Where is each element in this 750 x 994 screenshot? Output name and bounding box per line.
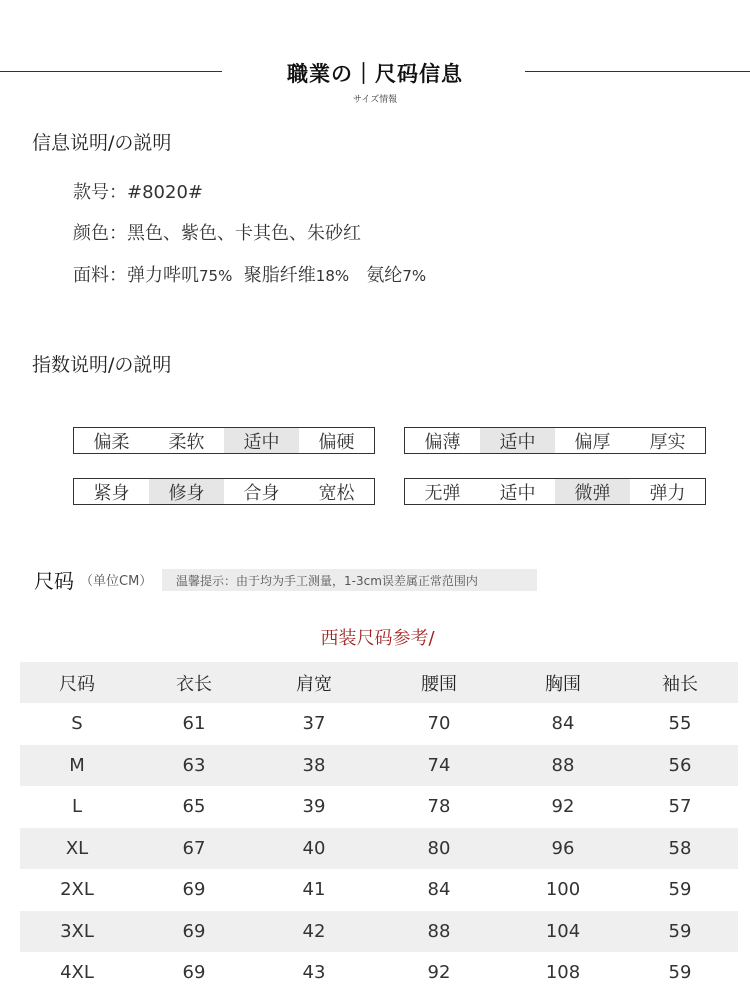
table-cell: 80 — [427, 837, 451, 859]
table-cell: 92 — [427, 962, 451, 984]
table-cell: 69 — [182, 879, 206, 901]
table-cell: 65 — [182, 796, 206, 818]
fit-scale — [73, 478, 375, 505]
table-cell: 84 — [427, 879, 451, 901]
index-option: 适中 — [480, 428, 555, 453]
table-row — [20, 869, 738, 911]
table-row — [20, 703, 738, 745]
table-row — [20, 786, 738, 828]
index-option: 偏薄 — [424, 431, 461, 453]
index-option: 柔软 — [168, 431, 205, 453]
table-cell: 43 — [302, 962, 326, 984]
page-subtitle: サイズ情報 — [352, 95, 398, 105]
table-cell: 59 — [668, 920, 692, 942]
table-cell: 3XL — [60, 920, 94, 942]
table-cell: 100 — [545, 879, 581, 901]
table-cell: XL — [65, 837, 89, 859]
table-cell: 88 — [427, 920, 451, 942]
index-option: 弹力 — [649, 482, 686, 504]
table-cell: 40 — [302, 837, 326, 859]
table-cell: 108 — [545, 962, 581, 984]
table-cell: 42 — [302, 920, 326, 942]
fabric-pct-1: 75% — [199, 267, 233, 285]
index-option: 修身 — [149, 479, 224, 504]
table-cell: 41 — [302, 879, 326, 901]
table-cell: 59 — [668, 879, 692, 901]
measurement-tip: 温馨提示：由于均为手工测量，1-3cm误差属正常范围内 — [162, 569, 537, 591]
size-table — [20, 662, 738, 994]
fabric-pct-2: 18% — [315, 267, 350, 285]
index-option: 微弹 — [555, 479, 630, 504]
index-option: 偏柔 — [93, 431, 130, 453]
info-heading: 信息说明/の説明 — [32, 132, 172, 154]
table-cell: 37 — [302, 713, 326, 735]
colors-line: 颜色：黑色、紫色、卡其色、朱砂红 — [73, 223, 361, 244]
table-row — [20, 745, 738, 787]
table-cell: S — [71, 713, 83, 735]
elasticity-scale — [404, 478, 706, 505]
fabric-pct-3: 7% — [402, 267, 427, 285]
index-option: 适中 — [499, 482, 536, 504]
softness-scale — [73, 427, 375, 454]
fabric-material-2: 聚脂纤维 — [243, 265, 316, 286]
table-cell: M — [69, 754, 85, 776]
table-cell: 69 — [182, 920, 206, 942]
fabric-line — [73, 261, 426, 287]
table-cell: 78 — [427, 796, 451, 818]
fabric-label: 面料：弹力哔叽 — [73, 265, 199, 286]
column-header: 肩宽 — [296, 673, 332, 695]
column-header: 尺码 — [59, 673, 95, 695]
table-cell: 61 — [182, 713, 206, 735]
index-option: 偏硬 — [318, 431, 355, 453]
table-cell: 69 — [182, 962, 206, 984]
size-unit: （单位CM） — [80, 574, 153, 589]
fabric-material-3: 氨纶 — [366, 265, 403, 286]
size-title: 尺码 — [34, 569, 74, 593]
index-option: 厚实 — [649, 431, 686, 453]
style-number: 款号：#8020# — [73, 182, 203, 203]
page-title: 職業の｜尺码信息 — [287, 62, 463, 86]
table-row — [20, 911, 738, 953]
index-option: 无弹 — [424, 482, 461, 504]
table-cell: 104 — [545, 920, 581, 942]
table-cell: 59 — [668, 962, 692, 984]
column-header: 袖长 — [662, 673, 698, 695]
table-cell: 88 — [551, 754, 575, 776]
table-cell: 57 — [668, 796, 692, 818]
table-cell: 84 — [551, 713, 575, 735]
table-cell: 2XL — [60, 879, 94, 901]
table-cell: 92 — [551, 796, 575, 818]
table-row — [20, 952, 738, 994]
column-header: 衣长 — [176, 673, 212, 695]
column-header: 胸围 — [545, 673, 581, 695]
table-title: 西装尺码参考/ — [320, 628, 435, 649]
thickness-scale — [404, 427, 706, 454]
index-heading: 指数说明/の説明 — [32, 354, 172, 376]
index-option: 适中 — [224, 428, 299, 453]
index-option: 宽松 — [318, 482, 355, 504]
table-cell: 96 — [551, 837, 575, 859]
table-cell: 56 — [668, 754, 692, 776]
table-cell: 70 — [427, 713, 451, 735]
table-cell: 4XL — [60, 962, 94, 984]
index-option: 紧身 — [93, 482, 130, 504]
index-option: 合身 — [243, 482, 280, 504]
table-header-row — [20, 662, 738, 703]
table-cell: 74 — [427, 754, 451, 776]
table-cell: 55 — [668, 713, 692, 735]
table-cell: 58 — [668, 837, 692, 859]
table-row — [20, 828, 738, 870]
table-cell: 39 — [302, 796, 326, 818]
table-cell: 67 — [182, 837, 206, 859]
index-option: 偏厚 — [574, 431, 611, 453]
table-cell: 63 — [182, 754, 206, 776]
table-cell: L — [71, 796, 83, 818]
table-cell: 38 — [302, 754, 326, 776]
column-header: 腰围 — [421, 673, 457, 695]
